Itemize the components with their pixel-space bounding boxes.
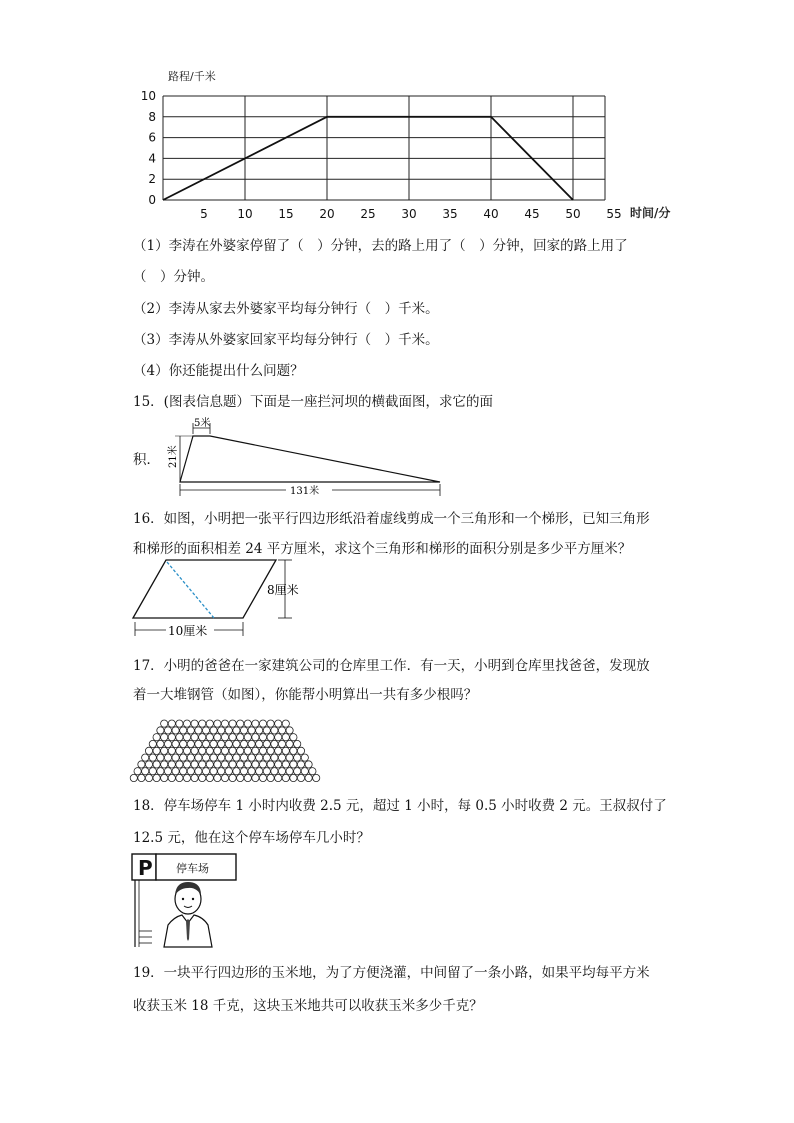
y-tick-label: 0 — [148, 193, 156, 207]
steel-pipe — [248, 768, 255, 775]
steel-pipe — [180, 727, 187, 734]
steel-pipe — [297, 747, 304, 754]
steel-pipe — [294, 768, 301, 775]
parallelogram — [133, 560, 276, 618]
steel-pipe — [267, 720, 274, 727]
dam-height-label: 21米 — [168, 445, 179, 468]
distance-time-chart — [130, 64, 690, 224]
steel-pipe — [210, 740, 217, 747]
steel-pipe — [195, 768, 202, 775]
steel-pipe — [180, 754, 187, 761]
steel-pipe — [195, 727, 202, 734]
steel-pipe — [149, 754, 156, 761]
steel-pipe — [183, 720, 190, 727]
steel-pipe — [275, 734, 282, 741]
steel-pipe — [290, 747, 297, 754]
steel-pipe — [134, 768, 141, 775]
steel-pipe — [176, 761, 183, 768]
steel-pipe — [271, 740, 278, 747]
q16-line2: 和梯形的面积相差 24 平方厘米，求这个三角形和梯形的面积分别是多少平方厘米？ — [133, 541, 632, 557]
steel-pipe — [187, 727, 194, 734]
steel-pipe — [278, 740, 285, 747]
steel-pipe — [187, 740, 194, 747]
steel-pipe — [221, 761, 228, 768]
x-tick-label: 35 — [442, 207, 458, 221]
steel-pipe — [157, 740, 164, 747]
x-tick-label: 20 — [319, 207, 335, 221]
steel-pipe — [157, 727, 164, 734]
q18-line1: 18．停车场停车 1 小时内收费 2.5 元，超过 1 小时，每 0.5 小时收费 2 元。王叔叔付了 — [133, 798, 667, 814]
steel-pipe — [233, 754, 240, 761]
steel-pipe — [214, 761, 221, 768]
steel-pipe — [183, 761, 190, 768]
steel-pipe — [244, 747, 251, 754]
steel-pipe — [168, 761, 175, 768]
x-tick-label: 50 — [565, 207, 581, 221]
cut-dashed-line — [167, 562, 214, 618]
steel-pipe — [161, 720, 168, 727]
steel-pipe — [275, 761, 282, 768]
steel-pipe — [225, 768, 232, 775]
steel-pipe — [282, 720, 289, 727]
steel-pipe — [282, 747, 289, 754]
q14-part2: （2）李涛从家去外婆家平均每分钟行（ ）千米。 — [133, 301, 439, 317]
steel-pipe — [244, 734, 251, 741]
steel-pipe — [225, 727, 232, 734]
q14-part1-line2: （ ）分钟。 — [133, 269, 214, 285]
steel-pipe — [244, 761, 251, 768]
steel-pipe — [161, 761, 168, 768]
y-tick-label: 8 — [148, 109, 156, 124]
steel-pipe — [199, 734, 206, 741]
steel-pipe — [237, 761, 244, 768]
steel-pipe — [221, 774, 228, 781]
height-label: 8厘米 — [267, 583, 299, 597]
q18-line2: 12.5 元，他在这个停车场停车几小时？ — [133, 830, 370, 846]
steel-pipe — [221, 734, 228, 741]
x-axis-label: 时间/分 — [630, 206, 671, 220]
steel-pipe — [145, 761, 152, 768]
steel-pipe — [271, 754, 278, 761]
steel-pipe — [130, 774, 137, 781]
steel-pipe — [157, 768, 164, 775]
attendant-figure — [164, 882, 212, 947]
steel-pipe — [149, 740, 156, 747]
steel-pipe — [176, 774, 183, 781]
steel-pipe — [286, 754, 293, 761]
steel-pipe — [290, 734, 297, 741]
steel-pipe — [286, 740, 293, 747]
parallelogram-figure — [130, 556, 310, 642]
q17-line2: 着一大堆钢管（如图），你能帮小明算出一共有多少根吗？ — [133, 687, 478, 703]
steel-pipe — [237, 734, 244, 741]
chart-tick-labels — [141, 89, 622, 221]
steel-pipe — [187, 754, 194, 761]
y-tick-label: 6 — [148, 130, 156, 145]
steel-pipe — [153, 747, 160, 754]
steel-pipe — [206, 734, 213, 741]
steel-pipe — [176, 720, 183, 727]
steel-pipe — [309, 768, 316, 775]
steel-pipe — [286, 727, 293, 734]
q14-part1-line1: （1）李涛在外婆家停留了（ ）分钟，去的路上用了（ ）分钟，回家的路上用了 — [133, 238, 628, 254]
steel-pipe — [286, 768, 293, 775]
steel-pipe — [267, 747, 274, 754]
base-label: 10厘米 — [168, 624, 208, 638]
steel-pipe — [183, 774, 190, 781]
steel-pipe — [221, 720, 228, 727]
steel-pipe — [161, 774, 168, 781]
steel-pipe — [221, 747, 228, 754]
steel-pipe — [294, 754, 301, 761]
steel-pipe — [214, 774, 221, 781]
y-tick-label: 4 — [148, 151, 156, 166]
x-tick-label: 15 — [278, 207, 294, 221]
steel-pipe — [263, 754, 270, 761]
steel-pipe — [191, 720, 198, 727]
steel-pipe — [199, 720, 206, 727]
steel-pipe — [180, 740, 187, 747]
steel-pipe — [183, 747, 190, 754]
steel-pipe — [168, 720, 175, 727]
pipe-pile — [130, 720, 320, 782]
steel-pipe — [168, 734, 175, 741]
steel-pipe — [267, 774, 274, 781]
steel-pipe — [267, 761, 274, 768]
steel-pipe — [297, 761, 304, 768]
steel-pipe — [210, 727, 217, 734]
steel-pipe — [206, 747, 213, 754]
steel-pipe — [161, 747, 168, 754]
steel-pipe — [199, 774, 206, 781]
y-tick-label: 10 — [140, 89, 156, 103]
steel-pipe — [248, 727, 255, 734]
steel-pipe — [301, 754, 308, 761]
steel-pipe — [278, 727, 285, 734]
q16-line1: 16．如图，小明把一张平行四边形纸沿着虚线剪成一个三角形和一个梯形，已知三角形 — [133, 511, 650, 527]
steel-pipe — [225, 754, 232, 761]
steel-pipe — [195, 740, 202, 747]
steel-pipe — [218, 754, 225, 761]
x-tick-label: 45 — [524, 207, 540, 221]
steel-pipe — [164, 754, 171, 761]
steel-pipe — [142, 754, 149, 761]
steel-pipe — [297, 774, 304, 781]
steel-pipe — [191, 734, 198, 741]
steel-pipe — [248, 740, 255, 747]
steel-pipe — [191, 747, 198, 754]
steel-pipe — [191, 774, 198, 781]
x-tick-label: 25 — [360, 207, 376, 221]
steel-pipe — [214, 734, 221, 741]
x-tick-label: 40 — [483, 207, 499, 221]
steel-pipe — [252, 720, 259, 727]
steel-pipe — [153, 774, 160, 781]
steel-pipe — [164, 727, 171, 734]
steel-pipe — [195, 754, 202, 761]
steel-pipe — [229, 774, 236, 781]
steel-pipe — [172, 727, 179, 734]
steel-pipe — [259, 720, 266, 727]
y-tick-label: 2 — [148, 172, 156, 187]
steel-pipe — [210, 754, 217, 761]
steel-pipe — [214, 747, 221, 754]
steel-pipe — [263, 740, 270, 747]
steel-pipe — [233, 768, 240, 775]
q15-tail: 积． — [133, 452, 160, 468]
steel-pipe — [275, 747, 282, 754]
steel-pipe — [259, 761, 266, 768]
parking-lot-illustration — [130, 851, 240, 951]
steel-pipe — [237, 747, 244, 754]
steel-pipe — [157, 754, 164, 761]
steel-pipe — [138, 761, 145, 768]
q19-line2: 收获玉米 18 千克，这块玉米地共可以收获玉米多少千克？ — [133, 998, 483, 1014]
steel-pipe — [313, 774, 320, 781]
steel-pipe — [237, 720, 244, 727]
steel-pipe — [259, 734, 266, 741]
steel-pipe — [233, 727, 240, 734]
steel-pipe — [168, 774, 175, 781]
steel-pipe — [252, 761, 259, 768]
steel-pipe — [229, 747, 236, 754]
steel-pipe — [145, 774, 152, 781]
steel-pipe — [142, 768, 149, 775]
steel-pipe — [191, 761, 198, 768]
steel-pipe — [187, 768, 194, 775]
steel-pipe — [275, 720, 282, 727]
steel-pipe — [172, 754, 179, 761]
steel-pipe — [256, 727, 263, 734]
steel-pipe — [229, 720, 236, 727]
dam-trapezoid — [180, 436, 440, 482]
steel-pipe — [206, 774, 213, 781]
steel-pipe — [180, 768, 187, 775]
q19-line1: 19．一块平行四边形的玉米地，为了方便浇灌，中间留了一条小路，如果平均每平方米 — [133, 965, 650, 981]
steel-pipe — [164, 740, 171, 747]
steel-pipe — [168, 747, 175, 754]
steel-pipe-pile-figure — [128, 706, 328, 786]
steel-pipe — [202, 740, 209, 747]
steel-pipe — [138, 774, 145, 781]
steel-pipe — [294, 740, 301, 747]
steel-pipe — [252, 774, 259, 781]
steel-pipe — [244, 720, 251, 727]
steel-pipe — [225, 740, 232, 747]
steel-pipe — [214, 720, 221, 727]
q14-part4: （4）你还能提出什么问题？ — [133, 363, 304, 379]
steel-pipe — [202, 768, 209, 775]
steel-pipe — [282, 734, 289, 741]
steel-pipe — [290, 761, 297, 768]
steel-pipe — [153, 761, 160, 768]
steel-pipe — [218, 727, 225, 734]
steel-pipe — [305, 774, 312, 781]
steel-pipe — [244, 774, 251, 781]
x-tick-label: 5 — [200, 207, 208, 221]
steel-pipe — [199, 747, 206, 754]
steel-pipe — [248, 754, 255, 761]
steel-pipe — [233, 740, 240, 747]
steel-pipe — [202, 727, 209, 734]
steel-pipe — [240, 727, 247, 734]
steel-pipe — [282, 761, 289, 768]
steel-pipe — [290, 774, 297, 781]
x-tick-label: 55 — [606, 207, 622, 221]
steel-pipe — [206, 720, 213, 727]
steel-pipe — [210, 768, 217, 775]
steel-pipe — [161, 734, 168, 741]
steel-pipe — [229, 761, 236, 768]
steel-pipe — [172, 768, 179, 775]
x-tick-label: 30 — [401, 207, 417, 221]
steel-pipe — [240, 754, 247, 761]
x-tick-label: 10 — [237, 207, 253, 221]
steel-pipe — [305, 761, 312, 768]
steel-pipe — [218, 768, 225, 775]
dam-cross-section-figure — [160, 414, 450, 498]
steel-pipe — [240, 740, 247, 747]
steel-pipe — [259, 747, 266, 754]
steel-pipe — [256, 754, 263, 761]
steel-pipe — [301, 768, 308, 775]
steel-pipe — [218, 740, 225, 747]
steel-pipe — [252, 734, 259, 741]
parking-sign-text: 停车场 — [176, 862, 209, 875]
q17-line1: 17．小明的爸爸在一家建筑公司的仓库里工作．有一天，小明到仓库里找爸爸，发现放 — [133, 658, 650, 674]
steel-pipe — [256, 740, 263, 747]
q15-text: 15．(图表信息题）下面是一座拦河坝的横截面图，求它的面 — [133, 394, 493, 410]
dam-top-label: 5米 — [194, 418, 211, 429]
steel-pipe — [176, 734, 183, 741]
steel-pipe — [229, 734, 236, 741]
steel-pipe — [267, 734, 274, 741]
steel-pipe — [263, 768, 270, 775]
steel-pipe — [282, 774, 289, 781]
steel-pipe — [172, 740, 179, 747]
steel-pipe — [206, 761, 213, 768]
steel-pipe — [176, 747, 183, 754]
steel-pipe — [252, 747, 259, 754]
steel-pipe — [240, 768, 247, 775]
steel-pipe — [153, 734, 160, 741]
q14-part3: （3）李涛从外婆家回家平均每分钟行（ ）千米。 — [133, 332, 439, 348]
chart-grid — [163, 96, 605, 200]
steel-pipe — [263, 727, 270, 734]
steel-pipe — [199, 761, 206, 768]
dam-base-label: 131米 — [290, 486, 320, 497]
y-axis-label: 路程/千米 — [168, 70, 216, 83]
steel-pipe — [237, 774, 244, 781]
steel-pipe — [259, 774, 266, 781]
steel-pipe — [275, 774, 282, 781]
steel-pipe — [202, 754, 209, 761]
steel-pipe — [149, 768, 156, 775]
steel-pipe — [271, 727, 278, 734]
steel-pipe — [278, 754, 285, 761]
steel-pipe — [183, 734, 190, 741]
steel-pipe — [145, 747, 152, 754]
steel-pipe — [278, 768, 285, 775]
steel-pipe — [256, 768, 263, 775]
steel-pipe — [164, 768, 171, 775]
parking-p-sign: P — [138, 856, 153, 880]
steel-pipe — [271, 768, 278, 775]
